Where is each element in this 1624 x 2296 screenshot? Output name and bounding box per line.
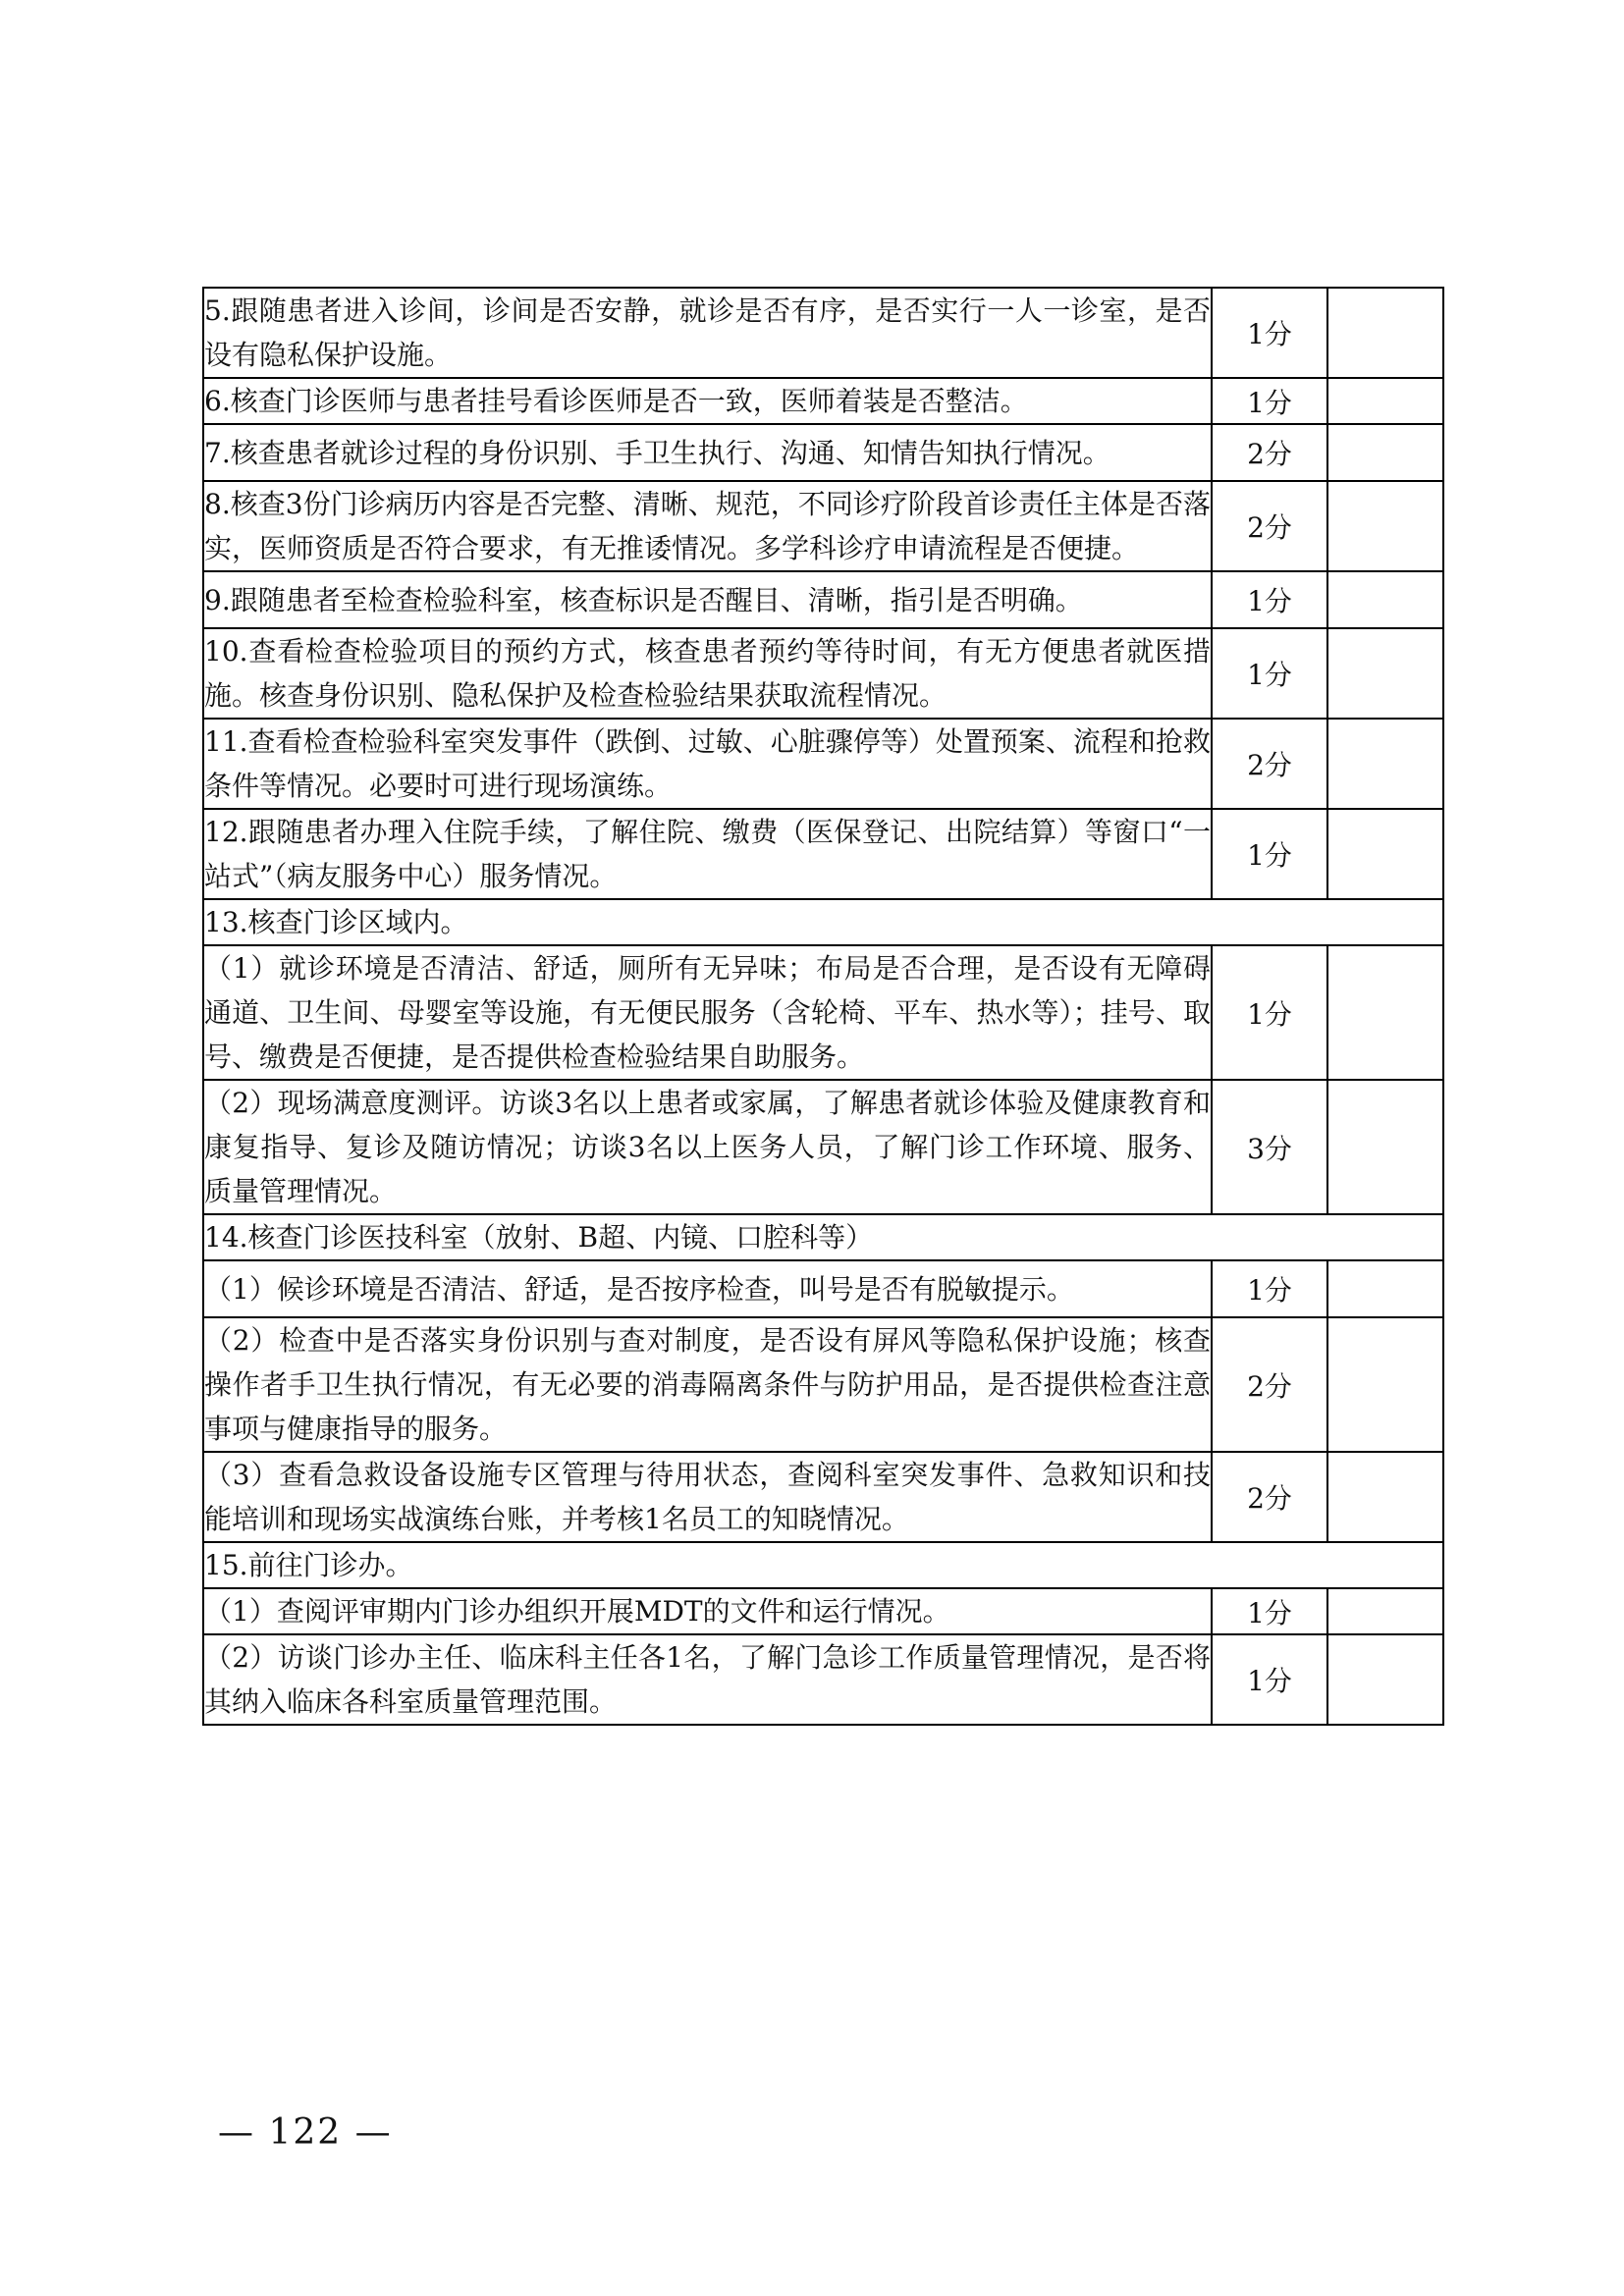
item-score: 1分 <box>1212 1588 1327 1634</box>
item-blank-cell <box>1327 1588 1443 1634</box>
table-row <box>203 571 1443 628</box>
item-blank-cell <box>1327 1634 1443 1725</box>
item-score: 1分 <box>1212 288 1327 378</box>
item-score: 1分 <box>1212 628 1327 719</box>
table-row <box>203 1080 1443 1214</box>
item-description: （1）候诊环境是否清洁、舒适，是否按序检查，叫号是否有脱敏提示。 <box>203 1260 1212 1317</box>
item-score: 1分 <box>1212 571 1327 628</box>
section-heading: 14.核查门诊医技科室（放射、B超、内镜、口腔科等） <box>203 1214 1443 1260</box>
item-description: 5.跟随患者进入诊间，诊间是否安静，就诊是否有序，是否实行一人一诊室，是否设有隐私保护设施。 <box>203 288 1212 378</box>
item-description: （2）现场满意度测评。访谈3名以上患者或家属，了解患者就诊体验及健康教育和康复指导、复诊及随访情况；访谈3名以上医务人员，了解门诊工作环境、服务、质量管理情况。 <box>203 1080 1212 1214</box>
item-description: （1）查阅评审期内门诊办组织开展MDT的文件和运行情况。 <box>203 1588 1212 1634</box>
item-score: 3分 <box>1212 1080 1327 1214</box>
page-number: — 122 — <box>218 2112 393 2153</box>
item-description: （2）检查中是否落实身份识别与查对制度，是否设有屏风等隐私保护设施；核查操作者手卫生执行情况，有无必要的消毒隔离条件与防护用品，是否提供检查注意事项与健康指导的服务。 <box>203 1317 1212 1452</box>
table-row <box>203 1452 1443 1542</box>
item-blank-cell <box>1327 378 1443 424</box>
item-description: 9.跟随患者至检查检验科室，核查标识是否醒目、清晰，指引是否明确。 <box>203 571 1212 628</box>
item-blank-cell <box>1327 288 1443 378</box>
table-row <box>203 899 1443 945</box>
table-row <box>203 628 1443 719</box>
item-blank-cell <box>1327 1080 1443 1214</box>
item-blank-cell <box>1327 571 1443 628</box>
table-row <box>203 719 1443 809</box>
item-blank-cell <box>1327 809 1443 899</box>
item-score: 1分 <box>1212 1260 1327 1317</box>
table-row <box>203 1260 1443 1317</box>
item-blank-cell <box>1327 719 1443 809</box>
item-description: 10.查看检查检验项目的预约方式，核查患者预约等待时间，有无方便患者就医措施。核查身份识别、隐私保护及检查检验结果获取流程情况。 <box>203 628 1212 719</box>
item-description: 7.核查患者就诊过程的身份识别、手卫生执行、沟通、知情告知执行情况。 <box>203 424 1212 481</box>
item-blank-cell <box>1327 628 1443 719</box>
item-blank-cell <box>1327 1317 1443 1452</box>
table-row <box>203 1214 1443 1260</box>
item-score: 1分 <box>1212 809 1327 899</box>
item-score: 1分 <box>1212 378 1327 424</box>
item-score: 2分 <box>1212 719 1327 809</box>
item-description: 8.核查3份门诊病历内容是否完整、清晰、规范，不同诊疗阶段首诊责任主体是否落实，医师资质是否符合要求，有无推诿情况。多学科诊疗申请流程是否便捷。 <box>203 481 1212 571</box>
item-score: 1分 <box>1212 1634 1327 1725</box>
item-blank-cell <box>1327 945 1443 1080</box>
item-score: 2分 <box>1212 481 1327 571</box>
table-row <box>203 481 1443 571</box>
table-row <box>203 288 1443 378</box>
table-row <box>203 424 1443 481</box>
table-row <box>203 945 1443 1080</box>
item-description: （1）就诊环境是否清洁、舒适，厕所有无异味；布局是否合理，是否设有无障碍通道、卫生间、母婴室等设施，有无便民服务（含轮椅、平车、热水等）；挂号、取号、缴费是否便捷，是否提供检查检验结果自助服务。 <box>203 945 1212 1080</box>
table-row <box>203 1542 1443 1588</box>
table-row <box>203 1634 1443 1725</box>
section-heading: 15.前往门诊办。 <box>203 1542 1443 1588</box>
item-score: 2分 <box>1212 424 1327 481</box>
scoring-table <box>202 287 1444 1726</box>
item-blank-cell <box>1327 1260 1443 1317</box>
table-row <box>203 1317 1443 1452</box>
item-score: 2分 <box>1212 1452 1327 1542</box>
item-description: （3）查看急救设备设施专区管理与待用状态，查阅科室突发事件、急救知识和技能培训和现场实战演练台账，并考核1名员工的知晓情况。 <box>203 1452 1212 1542</box>
item-description: （2）访谈门诊办主任、临床科主任各1名，了解门急诊工作质量管理情况，是否将其纳入临床各科室质量管理范围。 <box>203 1634 1212 1725</box>
item-blank-cell <box>1327 481 1443 571</box>
item-description: 6.核查门诊医师与患者挂号看诊医师是否一致，医师着装是否整洁。 <box>203 378 1212 424</box>
section-heading: 13.核查门诊区域内。 <box>203 899 1443 945</box>
table-row <box>203 378 1443 424</box>
item-score: 1分 <box>1212 945 1327 1080</box>
item-blank-cell <box>1327 1452 1443 1542</box>
table-row <box>203 809 1443 899</box>
item-description: 12.跟随患者办理入住院手续，了解住院、缴费（医保登记、出院结算）等窗口“一站式”（病友服务中心）服务情况。 <box>203 809 1212 899</box>
item-description: 11.查看检查检验科室突发事件（跌倒、过敏、心脏骤停等）处置预案、流程和抢救条件等情况。必要时可进行现场演练。 <box>203 719 1212 809</box>
item-score: 2分 <box>1212 1317 1327 1452</box>
item-blank-cell <box>1327 424 1443 481</box>
table-row <box>203 1588 1443 1634</box>
